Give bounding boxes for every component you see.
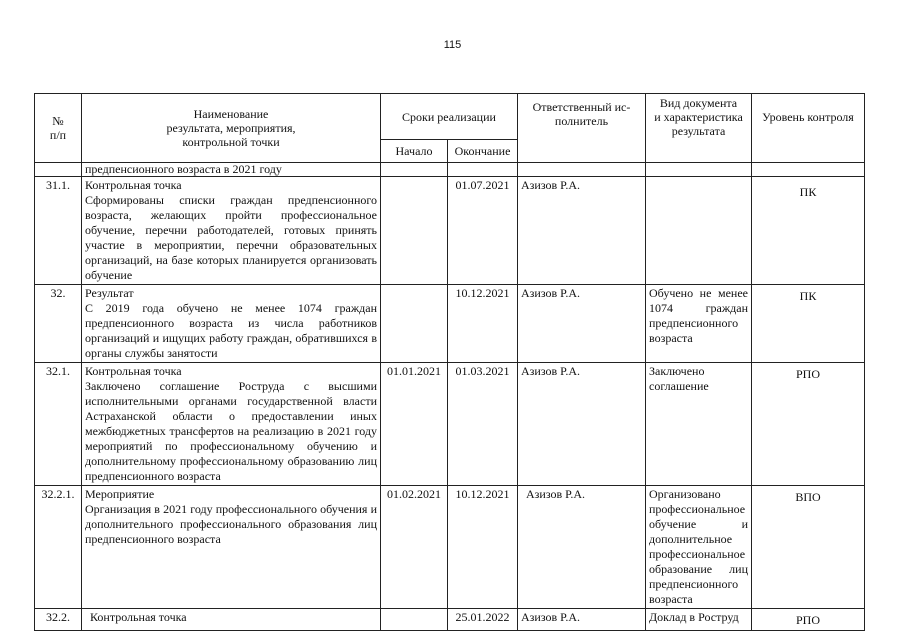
- row-start: [381, 177, 448, 285]
- header-control: Уровень контроля: [752, 94, 865, 163]
- row-document: Организовано профессиональное обучение и дополнительное профессиональное образование лиц предпенсионного возраста: [646, 486, 752, 609]
- row-executor: Азизов Р.А.: [518, 177, 646, 285]
- table-row: [35, 177, 865, 285]
- row-document: Заключено соглашение: [646, 363, 752, 486]
- row-name: Контрольная точка Сформированы списки граждан предпенсионного возраста, желающих пройти профессиональное обучение, перечни работодателей, готовых принять участие в мероприятии, перечни образовательных организаций, на базе которых планируется организовать обучение: [82, 177, 381, 285]
- header-end: Окончание: [448, 140, 518, 163]
- continuation-row: [35, 163, 865, 177]
- page-number: 115: [443, 39, 462, 51]
- row-number: 32.: [35, 285, 82, 363]
- row-number: 31.1.: [35, 177, 82, 285]
- row-end: 25.01.2022: [448, 609, 518, 631]
- row-control: РПО: [752, 609, 865, 631]
- row-document: [646, 177, 752, 285]
- row-name: Результат С 2019 года обучено не менее 1074 граждан предпенсионного возраста из числа работников организаций и ищущих работу граждан, обратившихся в органы службы занятости: [82, 285, 381, 363]
- header-executor: Ответственный ис- полнитель: [518, 94, 646, 163]
- row-document: Обучено не менее 1074 граждан предпенсионного возраста: [646, 285, 752, 363]
- row-control: ВПО: [752, 486, 865, 609]
- row-start: 01.02.2021: [381, 486, 448, 609]
- row-end: 10.12.2021: [448, 285, 518, 363]
- plan-table: [34, 93, 865, 631]
- row-name: Контрольная точка: [82, 609, 381, 631]
- row-start: [381, 285, 448, 363]
- header-name: Наименование результата, мероприятия, контрольной точки: [82, 94, 381, 163]
- row-end: 10.12.2021: [448, 486, 518, 609]
- row-executor: Азизов Р.А.: [518, 486, 646, 609]
- row-number: 32.2.: [35, 609, 82, 631]
- header-document: Вид документа и характеристика результата: [646, 94, 752, 163]
- row-executor: Азизов Р.А.: [518, 285, 646, 363]
- table-row: [35, 486, 865, 609]
- row-start: 01.01.2021: [381, 363, 448, 486]
- header-number: № п/п: [35, 94, 82, 163]
- table-row: [35, 363, 865, 486]
- row-control: РПО: [752, 363, 865, 486]
- table-row: [35, 285, 865, 363]
- row-start: [381, 609, 448, 631]
- header-start: Начало: [381, 140, 448, 163]
- row-executor: Азизов Р.А.: [518, 609, 646, 631]
- row-name: Мероприятие Организация в 2021 году профессионального обучения и дополнительного профессионального образования лиц предпенсионного возраста: [82, 486, 381, 609]
- row-end: 01.07.2021: [448, 177, 518, 285]
- row-document: Доклад в Роструд: [646, 609, 752, 631]
- row-number: 32.1.: [35, 363, 82, 486]
- row-end: 01.03.2021: [448, 363, 518, 486]
- row-executor: Азизов Р.А.: [518, 363, 646, 486]
- table-row: [35, 609, 865, 631]
- row-number: 32.2.1.: [35, 486, 82, 609]
- continuation-text: предпенсионного возраста в 2021 году: [82, 163, 381, 177]
- row-name: Контрольная точка Заключено соглашение Роструда с высшими исполнительными органами государственной власти Астраханской области о предоставлении иных межбюджетных трансфертов на реализацию в 2021 году мероприятий по профессиональному обучению и дополнительному профессиональному образованию лиц предпенсионного возраста: [82, 363, 381, 486]
- header-period: Сроки реализации: [381, 94, 518, 140]
- row-control: ПК: [752, 177, 865, 285]
- row-control: ПК: [752, 285, 865, 363]
